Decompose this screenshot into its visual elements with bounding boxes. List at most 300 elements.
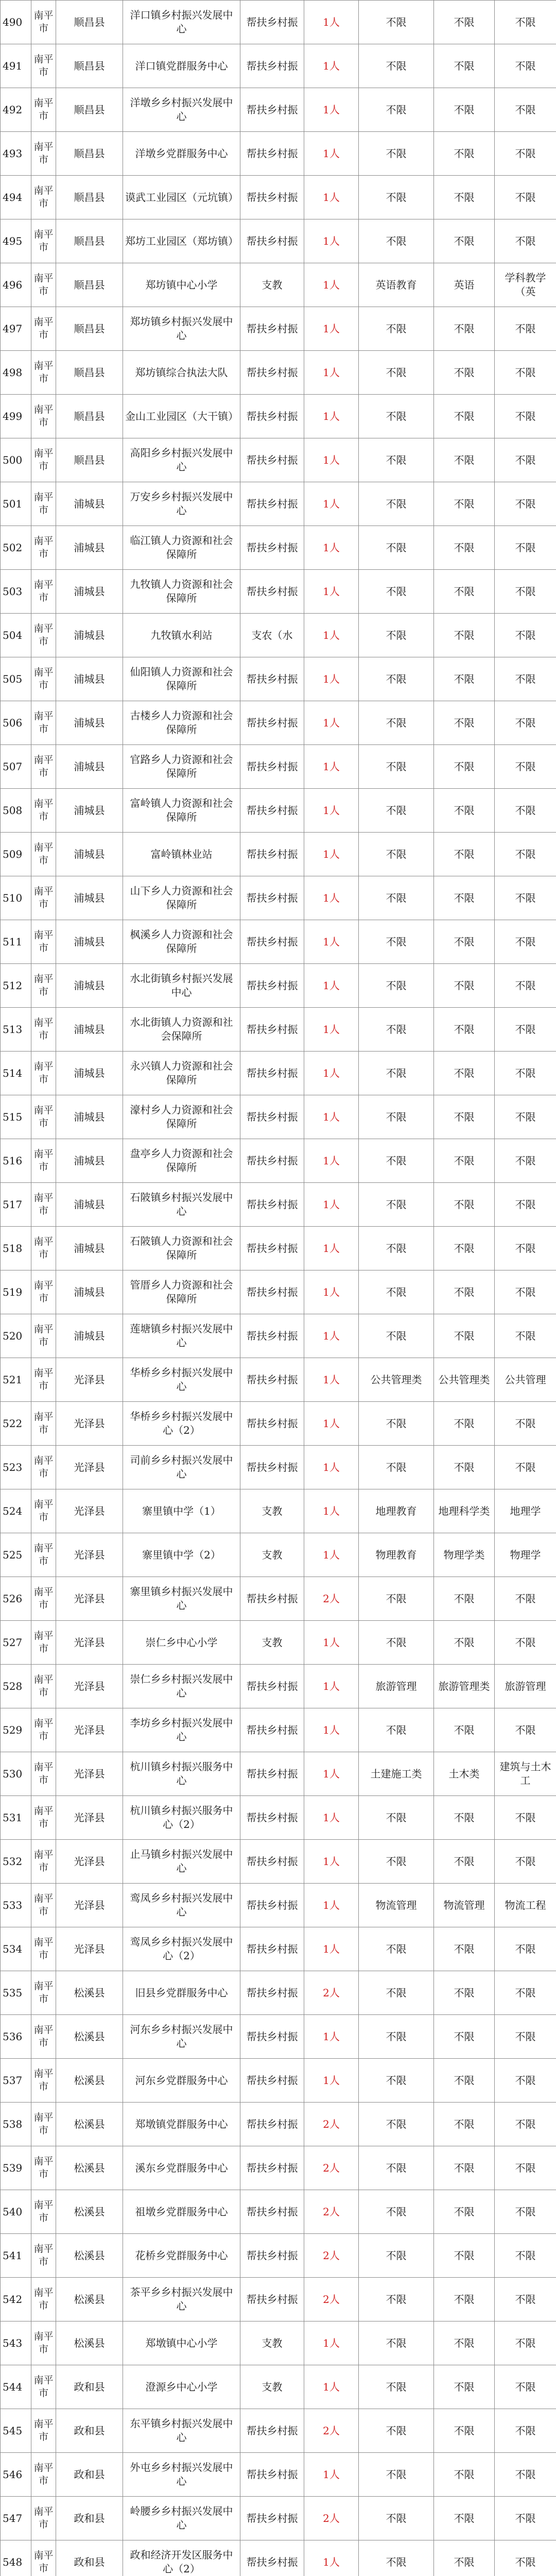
major-req-2-cell: 不限 [434, 1446, 495, 1489]
post-cell: 帮扶乡村振 [240, 1095, 304, 1139]
table-row [1, 2190, 556, 2234]
row-number: 501 [1, 482, 31, 526]
unit-cell: 官路乡人力资源和社会保障所 [123, 745, 240, 789]
post-cell: 帮扶乡村振 [240, 438, 304, 482]
row-number: 537 [1, 2059, 31, 2103]
major-req-3-cell: 不限 [495, 2497, 556, 2540]
unit-cell: 古楼乡人力资源和社会保障所 [123, 701, 240, 745]
major-req-1-cell: 不限 [359, 1577, 434, 1621]
headcount-cell: 1人 [304, 1840, 359, 1884]
county-cell: 浦城县 [56, 701, 123, 745]
headcount-cell: 1人 [304, 482, 359, 526]
table-row [1, 701, 556, 745]
table-row [1, 1665, 556, 1708]
major-req-2-cell: 不限 [434, 1095, 495, 1139]
city-cell: 南平市 [31, 1708, 56, 1752]
major-req-3-cell: 不限 [495, 1095, 556, 1139]
headcount-cell: 1人 [304, 1183, 359, 1227]
post-cell: 帮扶乡村振 [240, 920, 304, 964]
county-cell: 浦城县 [56, 526, 123, 570]
post-cell: 帮扶乡村振 [240, 964, 304, 1008]
major-req-3-cell: 不限 [495, 1708, 556, 1752]
city-cell: 南平市 [31, 1227, 56, 1270]
major-req-1-cell: 不限 [359, 2059, 434, 2103]
post-cell: 帮扶乡村振 [240, 1270, 304, 1314]
unit-cell: 水北街镇人力资源和社会保障所 [123, 1008, 240, 1052]
major-req-1-cell: 不限 [359, 2497, 434, 2540]
major-req-1-cell: 不限 [359, 657, 434, 701]
row-number: 545 [1, 2409, 31, 2453]
major-req-1-cell: 不限 [359, 833, 434, 876]
post-cell: 帮扶乡村振 [240, 789, 304, 833]
city-cell: 南平市 [31, 1752, 56, 1796]
county-cell: 浦城县 [56, 1139, 123, 1183]
major-req-2-cell: 不限 [434, 920, 495, 964]
major-req-2-cell: 物流管理 [434, 1884, 495, 1927]
major-req-2-cell: 不限 [434, 1577, 495, 1621]
table-row [1, 2015, 556, 2059]
headcount-cell: 1人 [304, 1052, 359, 1095]
major-req-3-cell: 不限 [495, 701, 556, 745]
table-row [1, 1, 556, 44]
major-req-3-cell: 不限 [495, 1927, 556, 1971]
table-row [1, 2497, 556, 2540]
post-cell: 支教 [240, 1489, 304, 1533]
major-req-1-cell: 不限 [359, 701, 434, 745]
row-number: 542 [1, 2278, 31, 2321]
post-cell: 帮扶乡村振 [240, 44, 304, 88]
post-cell: 帮扶乡村振 [240, 1358, 304, 1402]
county-cell: 浦城县 [56, 1008, 123, 1052]
table-row [1, 132, 556, 176]
row-number: 530 [1, 1752, 31, 1796]
row-number: 509 [1, 833, 31, 876]
city-cell: 南平市 [31, 2409, 56, 2453]
major-req-2-cell: 不限 [434, 1971, 495, 2015]
headcount-cell: 1人 [304, 1708, 359, 1752]
major-req-3-cell: 不限 [495, 833, 556, 876]
unit-cell: 寨里镇中学（2） [123, 1533, 240, 1577]
table-row [1, 833, 556, 876]
city-cell: 南平市 [31, 1358, 56, 1402]
city-cell: 南平市 [31, 1489, 56, 1533]
county-cell: 光泽县 [56, 1708, 123, 1752]
major-req-1-cell: 不限 [359, 876, 434, 920]
row-number: 526 [1, 1577, 31, 1621]
post-cell: 帮扶乡村振 [240, 1183, 304, 1227]
major-req-2-cell: 不限 [434, 219, 495, 263]
row-number: 499 [1, 395, 31, 438]
table-row [1, 1752, 556, 1796]
county-cell: 浦城县 [56, 876, 123, 920]
county-cell: 光泽县 [56, 1927, 123, 1971]
unit-cell: 旧县乡党群服务中心 [123, 1971, 240, 2015]
post-cell: 支教 [240, 263, 304, 307]
unit-cell: 止马镇乡村振兴发展中心 [123, 1840, 240, 1884]
table-row [1, 1927, 556, 1971]
city-cell: 南平市 [31, 1095, 56, 1139]
table-row [1, 657, 556, 701]
major-req-3-cell: 不限 [495, 964, 556, 1008]
headcount-cell: 1人 [304, 1402, 359, 1446]
table-row [1, 2059, 556, 2103]
unit-cell: 李坊乡乡村振兴发展中心 [123, 1708, 240, 1752]
headcount-cell: 1人 [304, 1227, 359, 1270]
unit-cell: 金山工业园区（大干镇） [123, 395, 240, 438]
row-number: 508 [1, 789, 31, 833]
post-cell: 帮扶乡村振 [240, 657, 304, 701]
post-cell: 帮扶乡村振 [240, 745, 304, 789]
city-cell: 南平市 [31, 614, 56, 657]
major-req-2-cell: 旅游管理类 [434, 1665, 495, 1708]
major-req-2-cell: 不限 [434, 1621, 495, 1665]
unit-cell: 石陂镇人力资源和社会保障所 [123, 1227, 240, 1270]
unit-cell: 政和经济开发区服务中心（2） [123, 2540, 240, 2576]
major-req-2-cell: 不限 [434, 789, 495, 833]
major-req-1-cell: 不限 [359, 1183, 434, 1227]
major-req-3-cell: 不限 [495, 745, 556, 789]
headcount-cell: 1人 [304, 263, 359, 307]
major-req-2-cell: 不限 [434, 2059, 495, 2103]
city-cell: 南平市 [31, 1577, 56, 1621]
major-req-2-cell: 不限 [434, 570, 495, 614]
major-req-3-cell: 不限 [495, 657, 556, 701]
major-req-1-cell: 不限 [359, 2365, 434, 2409]
major-req-2-cell: 不限 [434, 1402, 495, 1446]
major-req-2-cell: 不限 [434, 88, 495, 132]
major-req-1-cell: 公共管理类 [359, 1358, 434, 1402]
post-cell: 帮扶乡村振 [240, 1577, 304, 1621]
major-req-3-cell: 公共管理 [495, 1358, 556, 1402]
major-req-2-cell: 不限 [434, 307, 495, 351]
post-cell: 支教 [240, 2365, 304, 2409]
major-req-1-cell: 不限 [359, 2540, 434, 2576]
city-cell: 南平市 [31, 1052, 56, 1095]
headcount-cell: 2人 [304, 2497, 359, 2540]
post-cell: 帮扶乡村振 [240, 526, 304, 570]
table-row [1, 1008, 556, 1052]
headcount-cell: 2人 [304, 2103, 359, 2146]
major-req-3-cell: 不限 [495, 570, 556, 614]
major-req-2-cell: 不限 [434, 1840, 495, 1884]
major-req-1-cell: 不限 [359, 1270, 434, 1314]
county-cell: 顺昌县 [56, 351, 123, 395]
city-cell: 南平市 [31, 1008, 56, 1052]
row-number: 528 [1, 1665, 31, 1708]
major-req-3-cell: 不限 [495, 2365, 556, 2409]
county-cell: 松溪县 [56, 2234, 123, 2278]
table-row [1, 1183, 556, 1227]
unit-cell: 石陂镇乡村振兴发展中心 [123, 1183, 240, 1227]
major-req-3-cell: 不限 [495, 2321, 556, 2365]
major-req-2-cell: 不限 [434, 964, 495, 1008]
table-row [1, 482, 556, 526]
unit-cell: 外屯乡乡村振兴发展中心 [123, 2453, 240, 2497]
headcount-cell: 1人 [304, 1927, 359, 1971]
headcount-cell: 1人 [304, 44, 359, 88]
major-req-2-cell: 不限 [434, 1052, 495, 1095]
row-number: 533 [1, 1884, 31, 1927]
major-req-1-cell: 不限 [359, 1708, 434, 1752]
major-req-2-cell: 不限 [434, 2365, 495, 2409]
unit-cell: 仙阳镇人力资源和社会保障所 [123, 657, 240, 701]
major-req-1-cell: 不限 [359, 1446, 434, 1489]
row-number: 513 [1, 1008, 31, 1052]
county-cell: 松溪县 [56, 1971, 123, 2015]
post-cell: 帮扶乡村振 [240, 395, 304, 438]
county-cell: 松溪县 [56, 2321, 123, 2365]
headcount-cell: 1人 [304, 132, 359, 176]
unit-cell: 岭腰乡乡村振兴发展中心 [123, 2497, 240, 2540]
row-number: 494 [1, 176, 31, 219]
city-cell: 南平市 [31, 526, 56, 570]
table-row [1, 876, 556, 920]
headcount-cell: 1人 [304, 2015, 359, 2059]
row-number: 515 [1, 1095, 31, 1139]
headcount-cell: 2人 [304, 2234, 359, 2278]
major-req-3-cell: 不限 [495, 2453, 556, 2497]
post-cell: 帮扶乡村振 [240, 1227, 304, 1270]
headcount-cell: 1人 [304, 2059, 359, 2103]
post-cell: 帮扶乡村振 [240, 570, 304, 614]
major-req-1-cell: 不限 [359, 1095, 434, 1139]
major-req-2-cell: 不限 [434, 44, 495, 88]
headcount-cell: 1人 [304, 1884, 359, 1927]
city-cell: 南平市 [31, 2497, 56, 2540]
headcount-cell: 1人 [304, 1270, 359, 1314]
headcount-cell: 1人 [304, 1, 359, 44]
major-req-1-cell: 不限 [359, 395, 434, 438]
row-number: 514 [1, 1052, 31, 1095]
table-row [1, 789, 556, 833]
major-req-3-cell: 不限 [495, 1577, 556, 1621]
table-row [1, 2146, 556, 2190]
table-row [1, 219, 556, 263]
city-cell: 南平市 [31, 1183, 56, 1227]
major-req-3-cell: 不限 [495, 2146, 556, 2190]
row-number: 532 [1, 1840, 31, 1884]
major-req-3-cell: 不限 [495, 307, 556, 351]
major-req-3-cell: 不限 [495, 1971, 556, 2015]
table-row [1, 2234, 556, 2278]
county-cell: 光泽县 [56, 1446, 123, 1489]
city-cell: 南平市 [31, 1971, 56, 2015]
major-req-1-cell: 物流管理 [359, 1884, 434, 1927]
headcount-cell: 2人 [304, 1577, 359, 1621]
major-req-3-cell: 不限 [495, 219, 556, 263]
major-req-1-cell: 不限 [359, 1008, 434, 1052]
unit-cell: 杭川镇乡村振兴服务中心（2） [123, 1796, 240, 1840]
major-req-3-cell: 学科教学（英 [495, 263, 556, 307]
unit-cell: 郑坊镇乡村振兴发展中心 [123, 307, 240, 351]
county-cell: 松溪县 [56, 2059, 123, 2103]
major-req-2-cell: 不限 [434, 2278, 495, 2321]
row-number: 511 [1, 920, 31, 964]
major-req-1-cell: 不限 [359, 745, 434, 789]
row-number: 540 [1, 2190, 31, 2234]
unit-cell: 寨里镇乡村振兴发展中心 [123, 1577, 240, 1621]
city-cell: 南平市 [31, 657, 56, 701]
county-cell: 松溪县 [56, 2278, 123, 2321]
county-cell: 光泽县 [56, 1621, 123, 1665]
unit-cell: 盘亭乡人力资源和社会保障所 [123, 1139, 240, 1183]
unit-cell: 茶平乡乡村振兴发展中心 [123, 2278, 240, 2321]
major-req-3-cell: 不限 [495, 88, 556, 132]
post-cell: 支农（水 [240, 614, 304, 657]
major-req-1-cell: 不限 [359, 2321, 434, 2365]
major-req-1-cell: 不限 [359, 1402, 434, 1446]
unit-cell: 河东乡党群服务中心 [123, 2059, 240, 2103]
headcount-cell: 1人 [304, 1752, 359, 1796]
city-cell: 南平市 [31, 2321, 56, 2365]
unit-cell: 枫溪乡人力资源和社会保障所 [123, 920, 240, 964]
major-req-2-cell: 不限 [434, 2497, 495, 2540]
unit-cell: 郑坊工业园区（郑坊镇） [123, 219, 240, 263]
city-cell: 南平市 [31, 2059, 56, 2103]
post-cell: 支教 [240, 1621, 304, 1665]
table-row [1, 2321, 556, 2365]
county-cell: 浦城县 [56, 1183, 123, 1227]
major-req-3-cell: 不限 [495, 2015, 556, 2059]
unit-cell: 高阳乡乡村振兴发展中心 [123, 438, 240, 482]
county-cell: 政和县 [56, 2453, 123, 2497]
table-row [1, 920, 556, 964]
major-req-3-cell: 不限 [495, 2409, 556, 2453]
city-cell: 南平市 [31, 1402, 56, 1446]
city-cell: 南平市 [31, 876, 56, 920]
table-row [1, 1621, 556, 1665]
county-cell: 浦城县 [56, 789, 123, 833]
table-row [1, 1358, 556, 1402]
post-cell: 帮扶乡村振 [240, 1665, 304, 1708]
county-cell: 政和县 [56, 2497, 123, 2540]
county-cell: 顺昌县 [56, 395, 123, 438]
major-req-1-cell: 不限 [359, 2015, 434, 2059]
major-req-1-cell: 不限 [359, 570, 434, 614]
row-number: 536 [1, 2015, 31, 2059]
post-cell: 帮扶乡村振 [240, 88, 304, 132]
major-req-3-cell: 不限 [495, 1052, 556, 1095]
county-cell: 浦城县 [56, 482, 123, 526]
city-cell: 南平市 [31, 2015, 56, 2059]
major-req-3-cell: 不限 [495, 2278, 556, 2321]
headcount-cell: 1人 [304, 876, 359, 920]
row-number: 507 [1, 745, 31, 789]
post-cell: 帮扶乡村振 [240, 1139, 304, 1183]
headcount-cell: 2人 [304, 2409, 359, 2453]
table-row [1, 2409, 556, 2453]
county-cell: 浦城县 [56, 833, 123, 876]
table-body [1, 1, 556, 2576]
county-cell: 政和县 [56, 2540, 123, 2576]
city-cell: 南平市 [31, 132, 56, 176]
unit-cell: 东平镇乡村振兴发展中心 [123, 2409, 240, 2453]
headcount-cell: 1人 [304, 438, 359, 482]
major-req-2-cell: 不限 [434, 833, 495, 876]
county-cell: 松溪县 [56, 2190, 123, 2234]
table-row [1, 263, 556, 307]
major-req-3-cell: 不限 [495, 44, 556, 88]
county-cell: 顺昌县 [56, 263, 123, 307]
city-cell: 南平市 [31, 1884, 56, 1927]
unit-cell: 司前乡乡村振兴发展中心 [123, 1446, 240, 1489]
major-req-3-cell: 不限 [495, 2103, 556, 2146]
major-req-1-cell: 不限 [359, 219, 434, 263]
row-number: 534 [1, 1927, 31, 1971]
row-number: 524 [1, 1489, 31, 1533]
row-number: 493 [1, 132, 31, 176]
county-cell: 浦城县 [56, 920, 123, 964]
city-cell: 南平市 [31, 570, 56, 614]
headcount-cell: 1人 [304, 745, 359, 789]
major-req-1-cell: 物理教育 [359, 1533, 434, 1577]
post-cell: 帮扶乡村振 [240, 1752, 304, 1796]
row-number: 512 [1, 964, 31, 1008]
unit-cell: 崇仁乡乡村振兴发展中心 [123, 1665, 240, 1708]
county-cell: 顺昌县 [56, 307, 123, 351]
major-req-2-cell: 不限 [434, 1314, 495, 1358]
headcount-cell: 2人 [304, 2146, 359, 2190]
headcount-cell: 1人 [304, 395, 359, 438]
unit-cell: 郑坊镇中心小学 [123, 263, 240, 307]
table-row [1, 1971, 556, 2015]
major-req-2-cell: 不限 [434, 657, 495, 701]
table-row [1, 1708, 556, 1752]
table-row [1, 1314, 556, 1358]
major-req-2-cell: 不限 [434, 1796, 495, 1840]
city-cell: 南平市 [31, 745, 56, 789]
major-req-1-cell: 不限 [359, 307, 434, 351]
post-cell: 帮扶乡村振 [240, 2059, 304, 2103]
county-cell: 浦城县 [56, 657, 123, 701]
county-cell: 政和县 [56, 2365, 123, 2409]
unit-cell: 鸾凤乡乡村振兴发展中心 [123, 1884, 240, 1927]
row-number: 541 [1, 2234, 31, 2278]
unit-cell: 洋墩乡乡村振兴发展中心 [123, 88, 240, 132]
county-cell: 松溪县 [56, 2103, 123, 2146]
city-cell: 南平市 [31, 351, 56, 395]
unit-cell: 洋口镇乡村振兴发展中心 [123, 1, 240, 44]
major-req-2-cell: 地理科学类 [434, 1489, 495, 1533]
major-req-3-cell: 不限 [495, 614, 556, 657]
major-req-3-cell: 不限 [495, 1270, 556, 1314]
unit-cell: 鸾凤乡乡村振兴发展中心（2） [123, 1927, 240, 1971]
post-cell: 帮扶乡村振 [240, 1884, 304, 1927]
major-req-3-cell: 不限 [495, 1402, 556, 1446]
city-cell: 南平市 [31, 2540, 56, 2576]
major-req-3-cell: 不限 [495, 1840, 556, 1884]
major-req-2-cell: 不限 [434, 1139, 495, 1183]
unit-cell: 山下乡人力资源和社会保障所 [123, 876, 240, 920]
major-req-2-cell: 物理学类 [434, 1533, 495, 1577]
major-req-2-cell: 不限 [434, 482, 495, 526]
post-cell: 帮扶乡村振 [240, 1927, 304, 1971]
city-cell: 南平市 [31, 1, 56, 44]
major-req-1-cell: 不限 [359, 2278, 434, 2321]
table-row [1, 1270, 556, 1314]
major-req-1-cell: 不限 [359, 1796, 434, 1840]
row-number: 531 [1, 1796, 31, 1840]
headcount-cell: 1人 [304, 833, 359, 876]
post-cell: 帮扶乡村振 [240, 1052, 304, 1095]
city-cell: 南平市 [31, 88, 56, 132]
headcount-cell: 1人 [304, 701, 359, 745]
post-cell: 帮扶乡村振 [240, 2103, 304, 2146]
row-number: 518 [1, 1227, 31, 1270]
headcount-cell: 1人 [304, 176, 359, 219]
row-number: 500 [1, 438, 31, 482]
major-req-1-cell: 不限 [359, 614, 434, 657]
